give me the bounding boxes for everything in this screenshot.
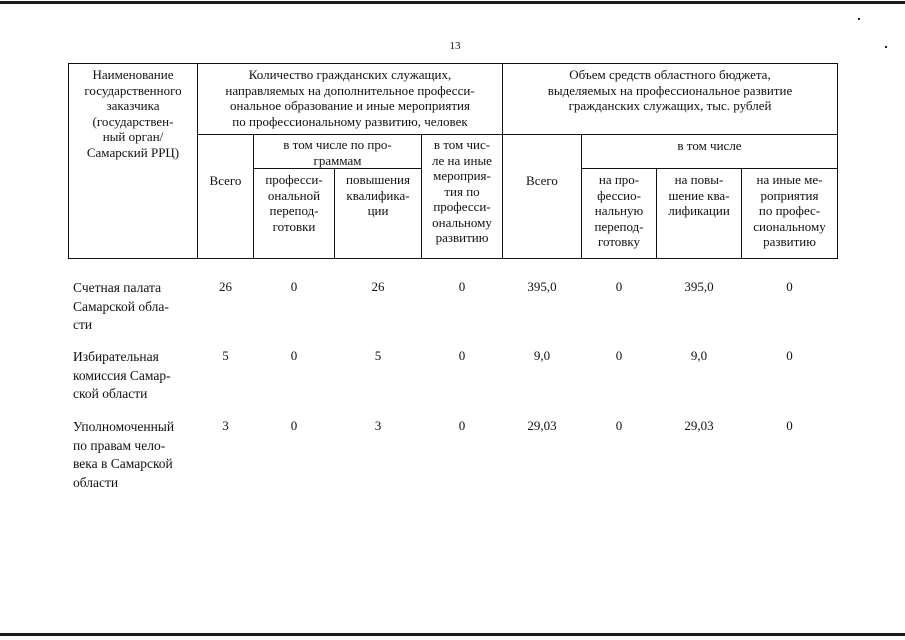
- row-name: Избирательная комиссия Самар- ской области: [73, 349, 171, 401]
- header-divider-including: [581, 168, 838, 169]
- cell-budget-retraining: 0: [615, 348, 623, 363]
- header-divider-groups: [197, 134, 838, 135]
- bottom-rule: [0, 633, 905, 636]
- cell-budget-qualification: 395,0: [684, 279, 714, 294]
- cell-budget-other: 0: [786, 418, 793, 433]
- header-count-qualification: повышения квалифика- ции: [345, 172, 410, 218]
- cell-budget-retraining: 0: [615, 418, 623, 433]
- header-count-other: в том чис- ле на иные мероприя- тия по професси- ональному развитию: [432, 137, 492, 245]
- header-budget-other: на иные ме- роприятия по профес- сиональному развитию: [753, 172, 826, 249]
- scan-speck: [858, 18, 860, 20]
- header-count-programs: в том числе по про- граммам: [283, 137, 392, 168]
- header-budget-group: Объем средств областного бюджета, выделяемых на профессиональное развитие гражданских служащих, тыс. рублей: [547, 67, 793, 113]
- header-border-bottom: [68, 258, 838, 259]
- header-count-group: Количество гражданских служащих, направляемых на дополнительное професси- ональное образование и иные мероприятия по профессиональному развитию, человек: [225, 67, 475, 129]
- cell-count-other: 0: [458, 418, 466, 433]
- cell-count-qualification: 26: [371, 279, 385, 294]
- header-divider-programs: [253, 168, 421, 169]
- cell-count-qualification: 5: [374, 348, 382, 363]
- header-budget-total: Всего: [526, 173, 558, 188]
- cell-count-qualification: 3: [374, 418, 382, 433]
- cell-budget-qualification: 9,0: [690, 348, 708, 363]
- cell-budget-other: 0: [786, 348, 793, 363]
- header-border-right: [837, 63, 838, 259]
- cell-count-other: 0: [458, 348, 466, 363]
- cell-count-retraining: 0: [290, 279, 298, 294]
- row-name: Уполномоченный по правам чело- века в Самарской области: [73, 419, 175, 490]
- cell-count-retraining: 0: [290, 418, 298, 433]
- cell-budget-qualification: 29,03: [684, 418, 714, 433]
- header-customer: Наименование государственного заказчика (государствен- ный орган/ Самарский РРЦ): [84, 67, 182, 160]
- header-count-retraining: професси- ональной перепод- готовки: [265, 172, 323, 234]
- page-number: 13: [449, 40, 461, 52]
- top-rule: [0, 1, 905, 4]
- cell-budget-retraining: 0: [615, 279, 623, 294]
- header-budget-including: в том числе: [677, 138, 742, 153]
- cell-budget-total: 9,0: [533, 348, 551, 363]
- scan-speck: [885, 46, 887, 48]
- cell-count-total: 26: [219, 279, 232, 294]
- cell-budget-other: 0: [786, 279, 793, 294]
- cell-budget-total: 395,0: [527, 279, 557, 294]
- header-budget-qualification: на повы- шение ква- лификации: [668, 172, 730, 218]
- header-count-total: Всего: [209, 173, 242, 188]
- cell-count-retraining: 0: [290, 348, 298, 363]
- cell-count-total: 3: [222, 418, 229, 433]
- header-border-top: [68, 63, 838, 64]
- row-name: Счетная палата Самарской обла- сти: [73, 280, 169, 332]
- cell-count-other: 0: [458, 279, 466, 294]
- cell-budget-total: 29,03: [527, 418, 557, 433]
- cell-count-total: 5: [222, 348, 229, 363]
- header-budget-retraining: на про- фессио- нальную перепод- готовку: [594, 172, 644, 249]
